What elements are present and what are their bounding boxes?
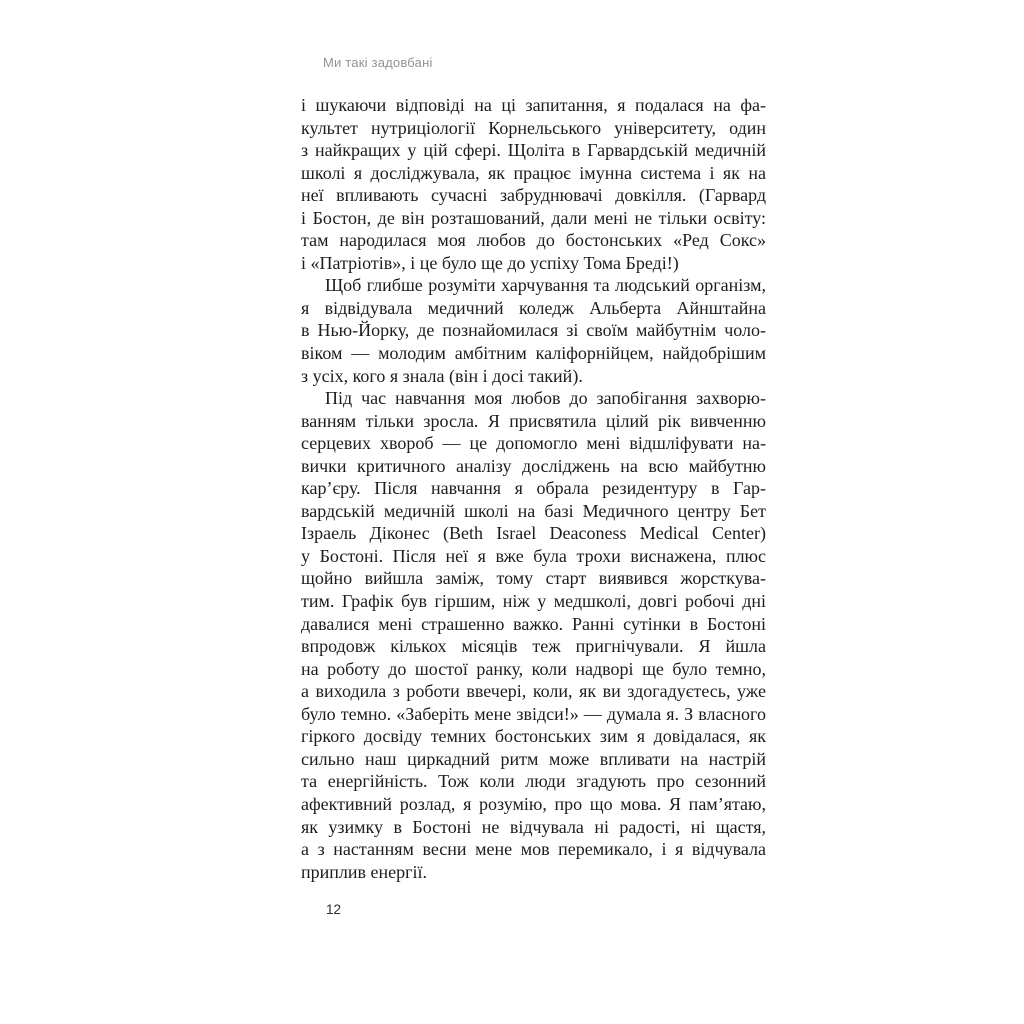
text-line: Ізраель Діконес (Beth Israel Deaconess Medical Center) [301,523,766,544]
text-line: сильно наш циркадний ритм може впливати на настрій [301,748,766,769]
text-line: впродовж кількох місяців теж пригнічували. Я йшла [301,636,766,657]
text-line: та енергійність. Тож коли люди згадують про сезонний [301,771,766,792]
text-line: а з настанням весни мене мов перемикало, і я відчувала [301,839,766,860]
text-line: приплив енергії. [301,861,428,882]
text-line: було темно. «Заберіть мене звідси!» — думала я. З власного [301,703,766,724]
page-body-text [301,94,766,883]
text-line: з усіх, кого я знала (він і досі такий). [301,365,583,386]
text-line: я відвідувала медичний коледж Альберта Айнштайна [301,297,766,318]
text-line: і «Патріотів», і це було ще до успіху Тома Бреді!) [301,252,679,273]
text-line: культет нутриціології Корнельського університету, один [301,117,766,138]
text-line: ванням тільки зросла. Я присвятила цілий рік вивченню [301,410,766,431]
text-line: в Нью-Йорку, де познайомилася зі своїм майбутнім чоло- [301,320,766,341]
text-line: щойно вийшла заміж, тому старт виявився жорсткува- [301,568,766,589]
text-line: тим. Графік був гіршим, ніж у медшколі, довгі робочі дні [301,591,766,612]
text-line: як узимку в Бостоні не відчувала ні радості, ні щастя, [301,816,766,837]
text-line: з найкращих у цій сфері. Щоліта в Гарвардській медичній [301,140,766,161]
text-line: і Бостон, де він розташований, дали мені не тільки освіту: [301,207,766,228]
text-line: віком — молодим амбітним каліфорнійцем, найдобрішим [301,343,766,364]
text-line: давалися мені страшенно важко. Ранні сутінки в Бостоні [301,613,766,634]
text-line: у Бостоні. Після неї я вже була трохи виснажена, плюс [301,545,766,566]
text-line: афективний розлад, я розумію, про що мова. Я пам’ятаю, [301,793,766,814]
text-line: вардській медичній школі на базі Медичного центру Бет [301,500,766,521]
text-line: там народилася моя любов до бостонських «Ред Сокс» [301,230,766,251]
text-line: на роботу до шостої ранку, коли надворі ще було темно, [301,658,766,679]
text-line: гіркого досвіду темних бостонських зим я довідалася, як [301,726,766,747]
text-line: вички критичного аналізу досліджень на всю майбутню [301,455,766,476]
text-line: кар’єру. Після навчання я обрала резидентуру в Гар- [301,478,766,499]
running-header: Ми такі задовбані [323,55,433,70]
text-line: і шукаючи відповіді на ці запитання, я подалася на фа- [301,95,766,115]
text-line: школі я досліджувала, як працює імунна система і як на [301,162,766,183]
text-line: серцевих хвороб — це допомогло мені відшліфувати на- [301,433,766,454]
text-line: Під час навчання моя любов до запобігання захворю- [325,388,766,409]
page-number: 12 [326,902,342,917]
text-line: а виходила з роботи ввечері, коли, як ви здогадуєтесь, уже [301,681,766,702]
text-line: неї впливають сучасні забруднювачі довкілля. (Гарвард [301,185,766,206]
text-line: Щоб глибше розуміти харчування та людський організм, [325,275,766,296]
